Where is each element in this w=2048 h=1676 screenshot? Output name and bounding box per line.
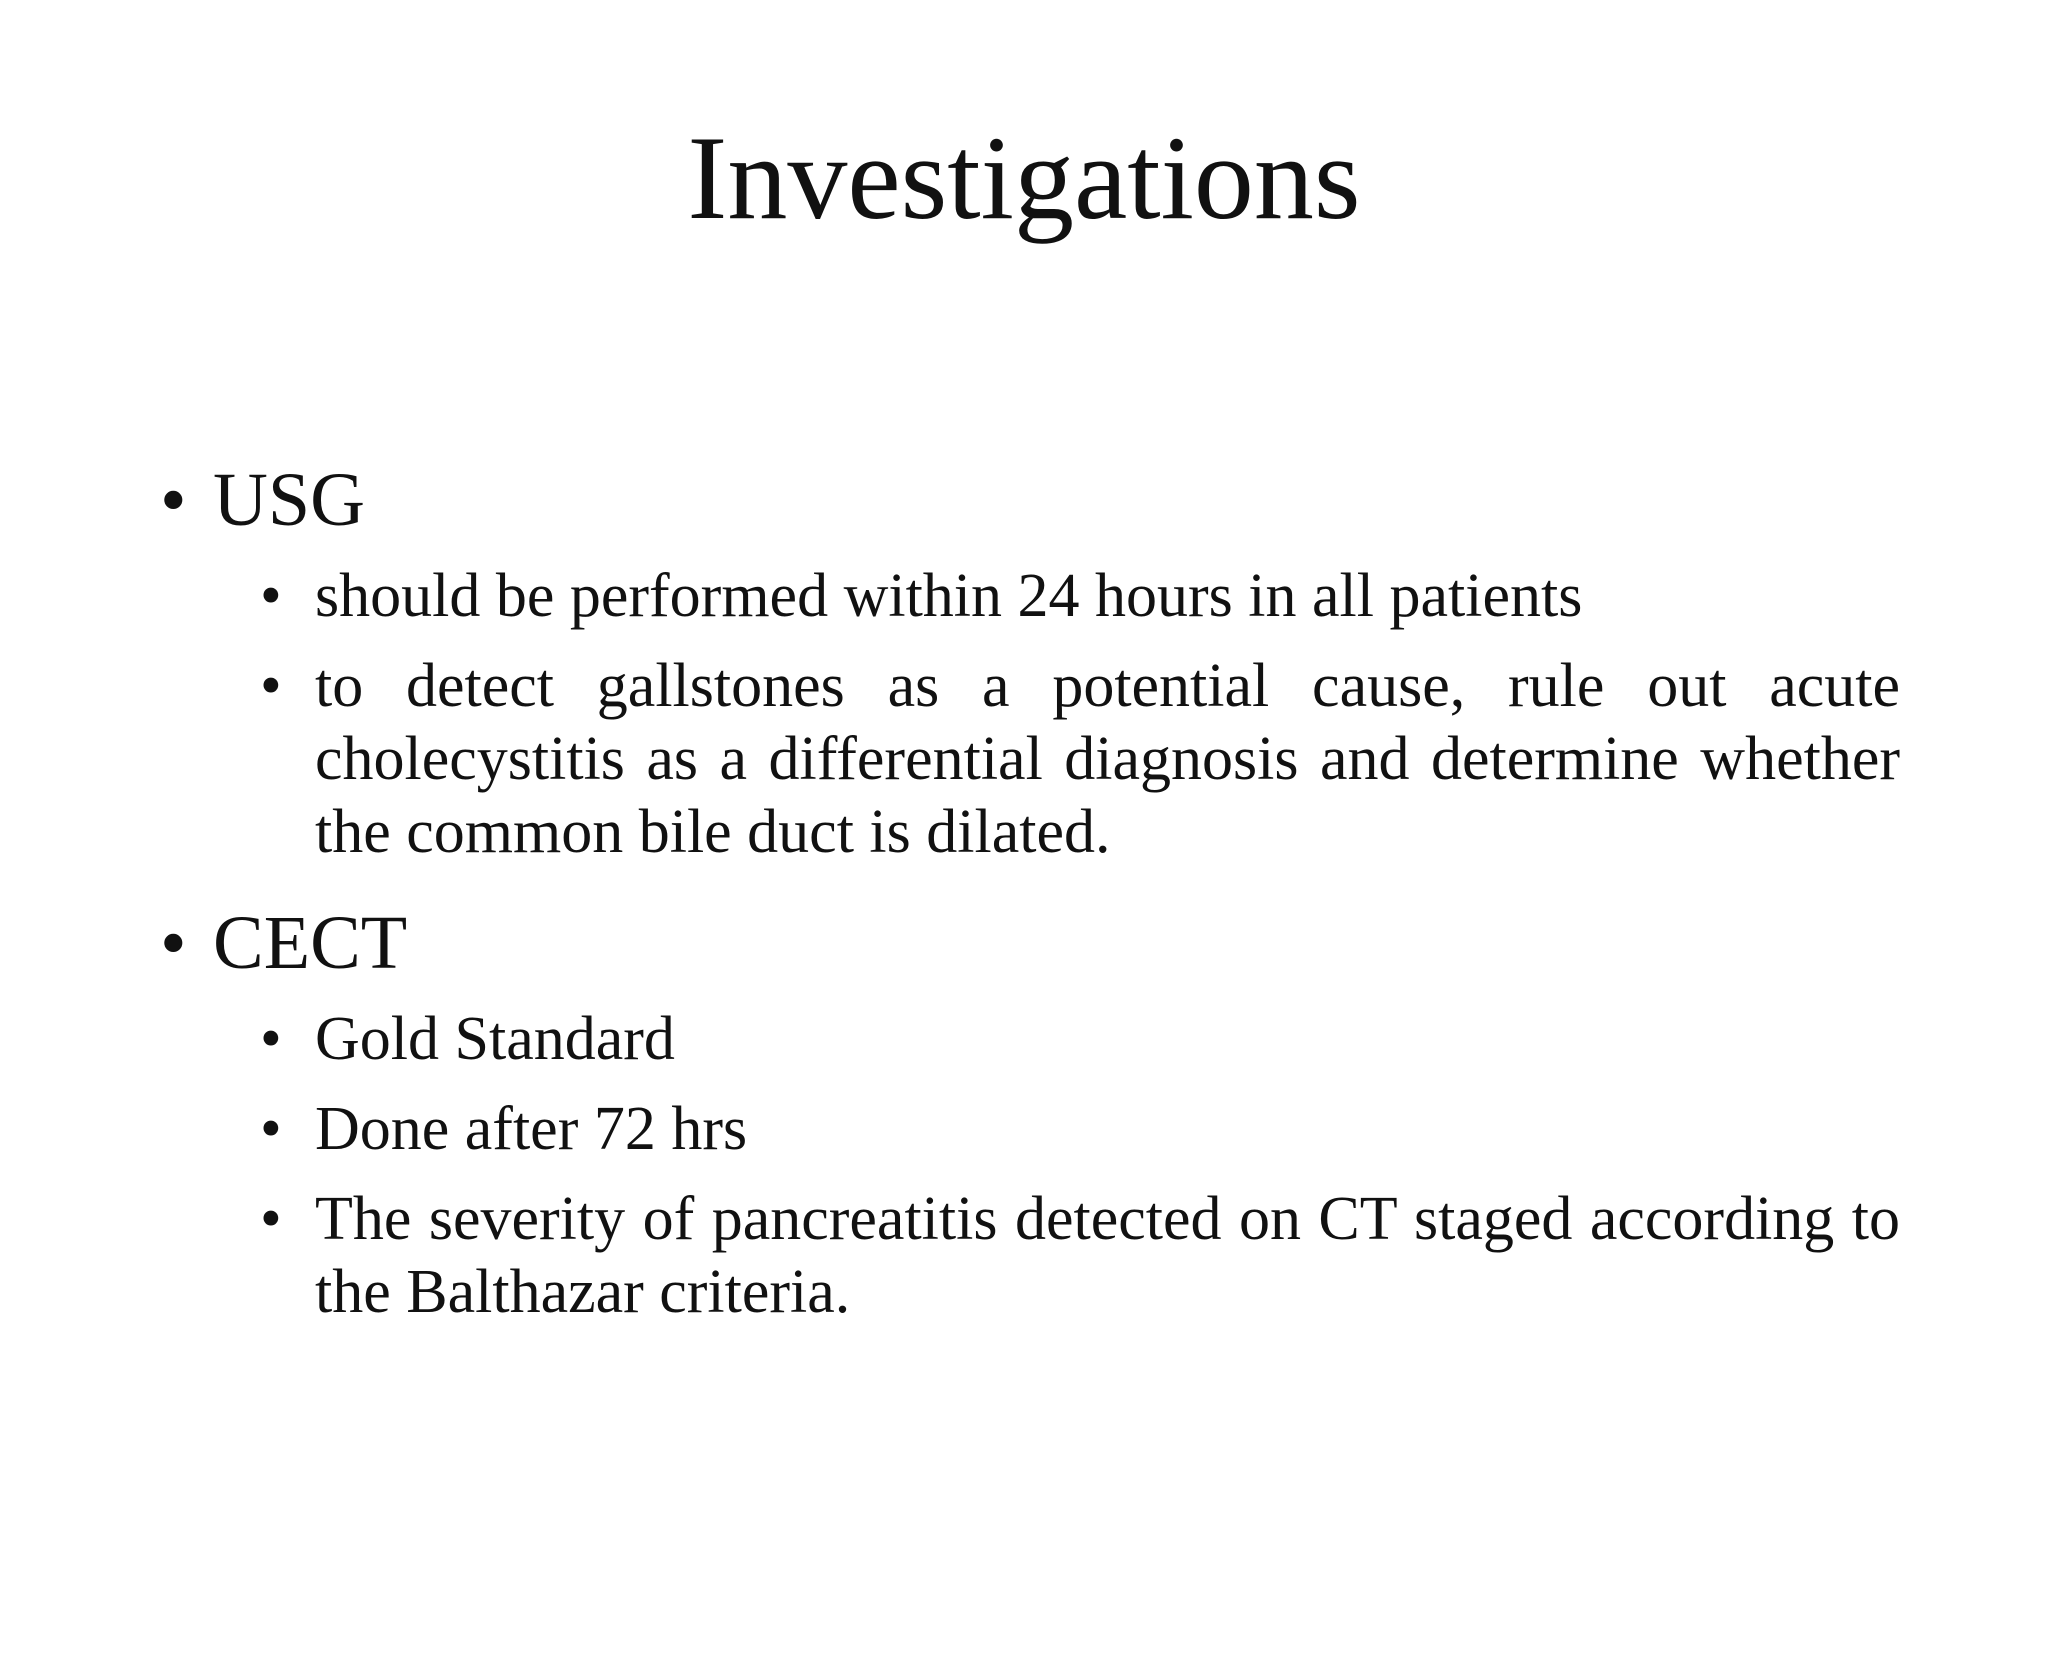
list-item-text: The severity of pancreatitis detected on CT staged according to the Balthazar criteria.	[315, 1185, 1900, 1326]
bullet-icon: •	[160, 901, 187, 985]
slide-title: Investigations	[687, 111, 1361, 244]
list-item	[260, 1003, 1900, 1076]
bullet-icon: •	[260, 652, 282, 720]
list-item-text: should be performed within 24 hours in all patients	[315, 562, 1583, 630]
list-item	[260, 560, 1900, 633]
list-item-text: Gold Standard	[315, 1005, 675, 1073]
bullet-icon: •	[160, 458, 187, 542]
bullet-icon: •	[260, 1005, 282, 1073]
list-item	[260, 650, 1900, 869]
bullet-icon: •	[260, 1185, 282, 1253]
section-heading-label: CECT	[213, 901, 408, 985]
list-item-text: Done after 72 hrs	[315, 1095, 748, 1163]
list-item	[260, 1093, 1900, 1166]
list-item	[260, 1183, 1900, 1329]
list-item-text: to detect gallstones as a potential cause, rule out acute cholecystitis as a differential diagnosis and determine whether the common bile duct is dilated.	[315, 652, 1900, 866]
bullet-icon: •	[260, 1095, 282, 1163]
bullet-icon: •	[260, 562, 282, 630]
section-heading-label: USG	[213, 458, 366, 542]
